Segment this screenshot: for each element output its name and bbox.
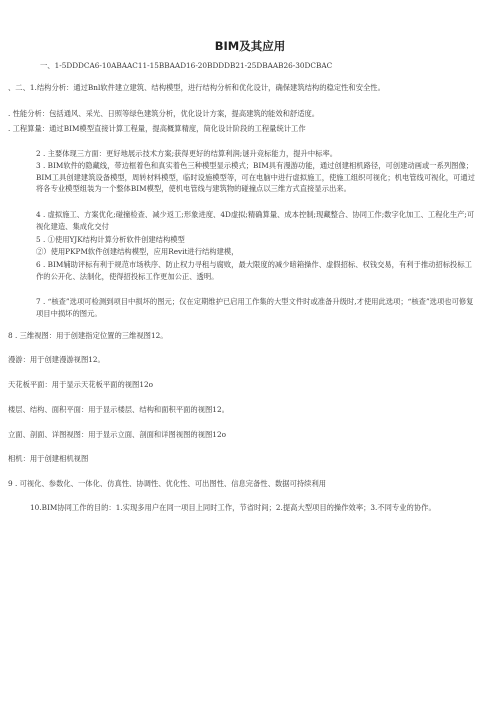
item-6: 6 . BIM辅助评标有利于规范市场秩序、防止权力寻租与腐败，最大限度的减少暗箱操作、虚假招标、权钱交易，有利于推动招标投标工作的公开化、法制化，使得招投标工作更加公正、透明。	[36, 260, 472, 281]
item-8: 8 . 三维视图：用于创建指定位置的三维视图12。	[8, 331, 168, 340]
paragraph-quantity-takeoff: . 工程算量：通过BIM模型直接计算工程量，提高概算精度，简化设计阶段的工程量统计工作	[8, 124, 306, 133]
item-2: 2 . 主要体现三方面：更好地展示技术方案;获得更好的结算利润;谜升竞标能力，提升中标率。	[36, 149, 338, 158]
item-4: 4 . 虚拟施工、方案优化;碰撞检查、减少返工;形象进度、4D虚拟;精确算量、成本控制;现藏整合、协同工作;数字化加工、工程化生产;可视化建造、集成化交付	[36, 210, 475, 231]
view-elevation-section: 立面、剖面、详图视图：用于显示立面、剖面和详图视图的视图12o	[8, 430, 226, 439]
item-7: 7 . “核查”选项可检测到项目中损坏的图元；仅在定期维护已启用工作集的大型文件时或准备升级时,才使用此选项；“核查”选项也可修复项目中损坏的图元。	[36, 297, 474, 318]
view-walkthrough: 漫游：用于创建漫游视图12。	[8, 355, 105, 364]
item-9: 9 . 可视化、参数化、一体化、仿真性、协调性、优化性、可出图性、信息完备性、数据可持续利用	[8, 479, 327, 488]
paragraph-structural-analysis: 、二、1.结构分析：通过Bnl软件建立建筑、结构模型，进行结构分析和优化设计，确保建筑结构的稳定性和安全性。	[8, 83, 385, 92]
title-latin: BIM	[214, 39, 240, 53]
paragraph-performance-analysis: . 性能分析：包括通风、采光、日照等绿色建筑分析，优化设计方案，提高建筑的能效和舒适度。	[8, 109, 320, 118]
title-rest: 及其应用	[239, 39, 286, 53]
page-title	[0, 38, 500, 54]
item-3: 3 . BIM软件的隐藏线，带边框着色和真实着色三种模型显示模式；BIM具有漫游功能，通过创建相机路径，可创建动画或一系列图像；BIM工具创建建筑设备模型，周转材料模型，临时设施模型等，可在电脑中进行虚拟施工，使施工组织可视化；机电管线可视化，可通过将各专业模型组装为一个整体BIM模型，使机电管线与建筑物的碰撞点以三维方式直接显示出来。	[36, 161, 475, 194]
answer-key-line: 一、1-5DDDCA6-10ABAAC11-15BBAAD16-20BDDDB21-25DBAAB26-30DCBAC	[40, 61, 333, 70]
item-10: 10.BIM协同工作的目的：1.实现多用户在同一项目上同时工作，节省时间；2.提高大型项目的操作效率；3.不同专业的协作。	[30, 503, 436, 512]
view-ceiling-plan: 天花板平面：用于显示天花板平面的视图12o	[8, 380, 154, 389]
view-floor-plans: 楼层、结构、面积平面：用于显示楼层、结构和面积平面的视图12。	[8, 405, 229, 414]
view-camera: 相机：用于创建相机视图	[8, 454, 89, 463]
item-5-sub: ②）使用PKPM软件创建结构模型，应用Revit进行结构建模，	[36, 247, 239, 256]
item-5: 5 . ①使用YJK结构计算分析软件创建结构模型	[36, 235, 185, 244]
